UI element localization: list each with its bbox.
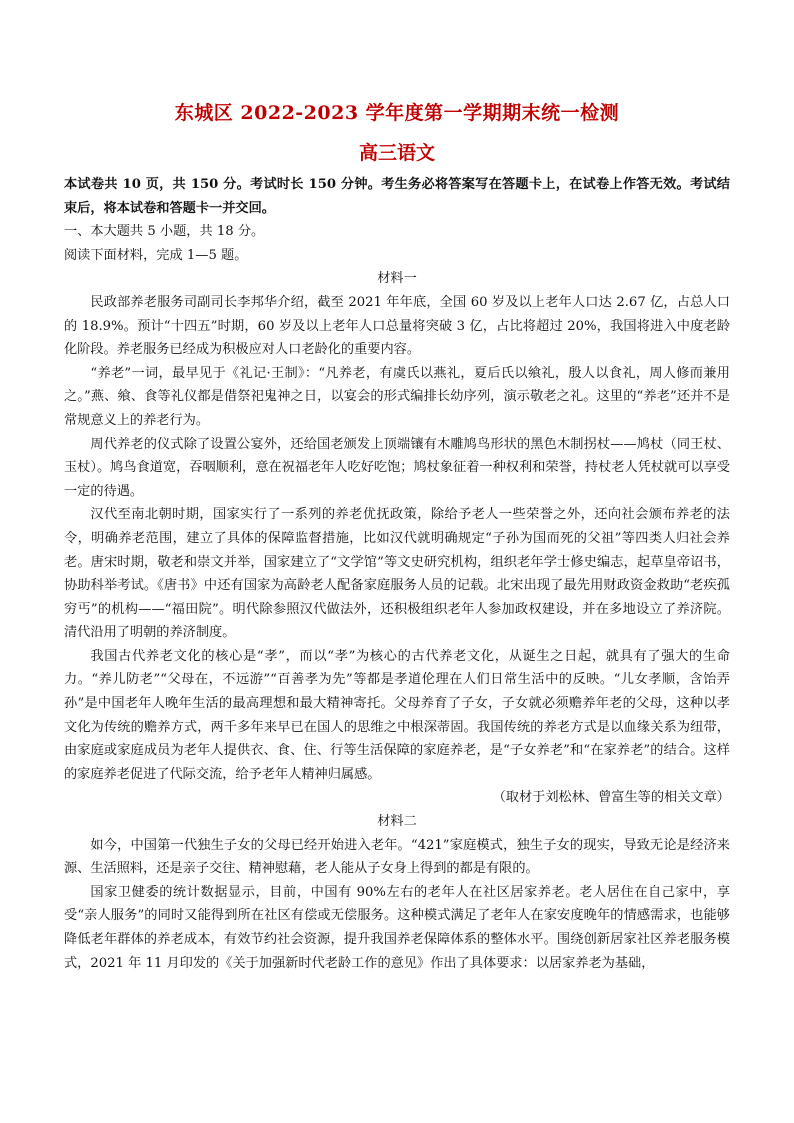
section-heading: 一、本大题共 5 小题，共 18 分。 xyxy=(64,224,265,240)
material1-paragraph-5: 我国古代养老文化的核心是“孝”，而以“孝”为核心的古代养老文化，从诞生之日起，就具有了强大的生命力。“养儿防老”“父母在，不远游”“百善孝为先”等都是孝道伦理在人们日常生活中的反映。“儿女孝顺，含饴弄孙”是中国老年人晚年生活的最高理想和最大精神寄托。父母养育了子女，子女就必须赡养年老的父母，这种以孝文化为传统的赡养方式，两千多年来早已在国人的思维之中根深蒂固。我国传统的养老方式是以血缘关系为纽带，由家庭或家庭成员为老年人提供衣、食、住、行等生活保障的家庭养老，是“子女养老”和“在家养老”的结合。这样的家庭养老促进了代际交流，给予老年人精神归属感。 xyxy=(64,648,730,782)
exam-subject: 高三语文 xyxy=(358,142,435,164)
material2-paragraph-2: 国家卫健委的统计数据显示，目前，中国有 90%左右的老年人在社区居家养老。老人居住在自己家中，享受“亲人服务”的同时又能得到所在社区有偿或无偿服务。这种模式满足了老年人在家安度晚年的情感需求，也能够降低老年群体的养老成本，有效节约社会资源，提升我国养老保障体系的整体水平。围绕创新居家社区养老服务模式，2021 年 11 月印发的《关于加强新时代老龄工作的意见》作出了具体要求：以居家养老为基础， xyxy=(64,884,730,971)
exam-instructions: 本试卷共 10 页，共 150 分。考试时长 150 分钟。考生务必将答案写在答题卡上，在试卷上作答无效。考试结束后，将本试卷和答题卡一并交回。 xyxy=(64,177,730,216)
reading-prompt: 阅读下面材料，完成 1—5 题。 xyxy=(64,247,248,263)
exam-content xyxy=(64,173,730,975)
material1-heading: 材料一 xyxy=(377,271,417,287)
material1-paragraph-1: 民政部养老服务司副司长李邦华介绍，截至 2021 年年底，全国 60 岁及以上老年人口达 2.67 亿，占总人口的 18.9%。预计“十四五”时期，60 岁及以上老年人口总量将突破 3 亿，占比将超过 20%，我国将进入中度老龄化阶段。养老服务已经成为积极应对人口老龄化的重要内容。 xyxy=(64,294,730,358)
exam-title: 东城区 2022-2023 学年度第一学期期末统一检测 xyxy=(174,102,620,124)
material1-paragraph-4: 汉代至南北朝时期，国家实行了一系列的养老优抚政策，除给予老人一些荣誉之外，还向社会颁布养老的法令，明确养老范围，建立了具体的保障监督措施，比如汉代就明确规定“子孙为国而死的父祖”等四类人归社会养老。唐宋时期，敬老和崇文并举，国家建立了“文学馆”等文史研究机构，组织老年学士修史编志，起草皇帝诏书，协助科举考试。《唐书》中还有国家为高龄老人配备家庭服务人员的记载。北宋出现了最先用财政资金救助“老疾孤穷丐”的机构——“福田院”。明代除参照汉代做法外，还积极组织老年人参加政权建设，并在多地设立了养济院。清代沿用了明朝的养济制度。 xyxy=(64,507,730,641)
material1-paragraph-3: 周代养老的仪式除了设置公宴外，还给国老颁发上顶端镶有木雕鸠鸟形状的黑色木制拐杖——鸠杖（同王杖、玉杖）。鸠鸟食道宽，吞咽顺利，意在祝福老年人吃好吃饱；鸠杖象征着一种权利和荣誉，持杖老人凭杖就可以享受一定的待遇。 xyxy=(64,436,730,499)
material2-heading: 材料二 xyxy=(377,814,417,830)
material1-source: （取材于刘松林、曾富生等的相关文章） xyxy=(492,790,730,806)
material1-paragraph-2: “养老”一词，最早见于《礼记·王制》：“凡养老，有虞氏以燕礼，夏后氏以飨礼，殷人以食礼，周人修而兼用之。”燕、飨、食等礼仪都是借祭祀鬼神之日，以宴会的形式编排长幼序列，演示敬老之礼。这里的“养老”还并不是常规意义上的养老行为。 xyxy=(64,365,730,428)
material2-paragraph-1: 如今，中国第一代独生子女的父母已经开始进入老年。“421”家庭模式，独生子女的现实，导致无论是经济来源、生活照料，还是亲子交往、精神慰藉，老人能从子女身上得到的都是有限的。 xyxy=(64,837,730,877)
